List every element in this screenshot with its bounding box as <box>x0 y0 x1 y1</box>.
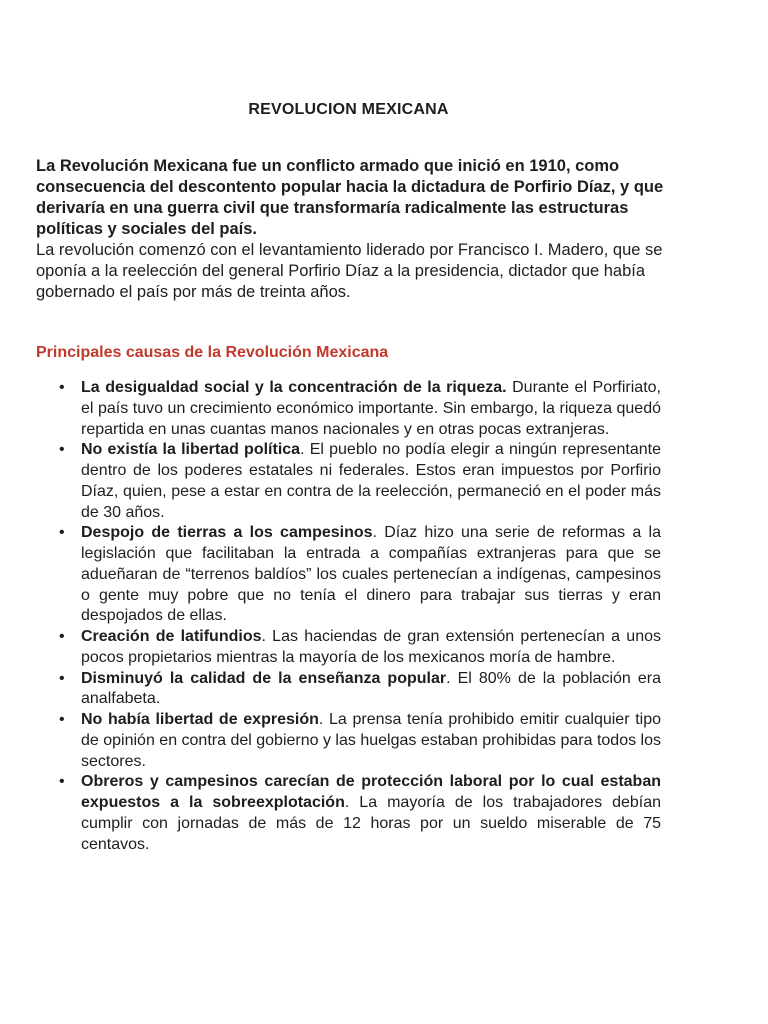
causes-list <box>59 378 661 855</box>
bullet-icon: • <box>59 628 65 645</box>
list-item <box>59 772 661 855</box>
list-item <box>59 378 661 440</box>
cause-title: La desigualdad social y la concentración de la riqueza. <box>81 379 507 396</box>
cause-title: Creación de latifundios <box>81 628 262 645</box>
intro-bold-paragraph: La Revolución Mexicana fue un conflicto armado que inició en 1910, como consecuencia del descontento popular hacia la dictadura de Porfirio Díaz, y que derivaría en una guerra civil que transformaría radicalmente las estructuras políticas y sociales del país. <box>36 157 664 238</box>
list-item <box>59 710 661 772</box>
bullet-icon: • <box>59 773 65 791</box>
bullet-icon: • <box>59 379 65 396</box>
cause-title: Disminuyó la calidad de la enseñanza popular <box>81 669 447 687</box>
list-item <box>59 669 661 711</box>
cause-text: . Las haciendas de gran extensión pertenecían a unos pocos propietarios mientras la mayoría de los mexicanos moría de hambre. <box>81 628 661 666</box>
list-item <box>59 627 661 669</box>
cause-title: Despojo de tierras a los campesinos <box>81 524 373 542</box>
cause-title: No existía la libertad política <box>81 441 301 459</box>
intro-section <box>36 156 664 303</box>
cause-text: . La prensa tenía prohibido emitir cualquier tipo de opinión en contra del gobierno y las huelgas estaban prohibidas para todos los sectores. <box>81 711 662 770</box>
cause-title: Obreros y campesinos carecían de protección laboral por lo cual estaban expuestos a la sobreexplotación <box>81 773 661 811</box>
cause-text: . El pueblo no podía elegir a ningún representante dentro de los poderes estatales ni federales. Estos eran impuestos por Porfirio Díaz, quien, pese a estar en contra de la reelección, permaneció en el poder más de 30 años. <box>81 441 661 521</box>
list-item <box>59 523 661 627</box>
document-title: REVOLUCION MEXICANA <box>248 101 449 118</box>
bullet-icon: • <box>59 524 65 542</box>
cause-text: . Díaz hizo una serie de reformas a la legislación que facilitaban la entrada a compañías extranjeras para que se adueñaran de “terrenos baldíos” los cuales pertenecían a indígenas, campesinos o gente muy pobre que no tenía el dinero para trabajar sus tierras y eran despojados de ellas. <box>81 524 662 625</box>
causes-heading: Principales causas de la Revolución Mexicana <box>36 344 389 361</box>
cause-text: Durante el Porfiriato, el país tuvo un crecimiento económico importante. Sin embargo, la riqueza quedó repartida en unas cuantas manos nacionales y en otras pocas extranjeras. <box>81 379 661 438</box>
cause-text: . La mayoría de los trabajadores debían cumplir con jornadas de más de 12 horas por un sueldo miserable de 75 centavos. <box>81 794 662 853</box>
cause-text: . El 80% de la población era analfabeta. <box>81 669 661 708</box>
bullet-icon: • <box>59 711 65 728</box>
bullet-icon: • <box>59 441 65 459</box>
cause-title: No había libertad de expresión <box>81 711 319 728</box>
intro-plain-paragraph: La revolución comenzó con el levantamiento liderado por Francisco I. Madero, que se oponía a la reelección del general Porfirio Díaz a la presidencia, dictador que había gobernado el país por más de treinta años. <box>36 241 663 301</box>
list-item <box>59 440 661 523</box>
bullet-icon: • <box>59 669 65 687</box>
